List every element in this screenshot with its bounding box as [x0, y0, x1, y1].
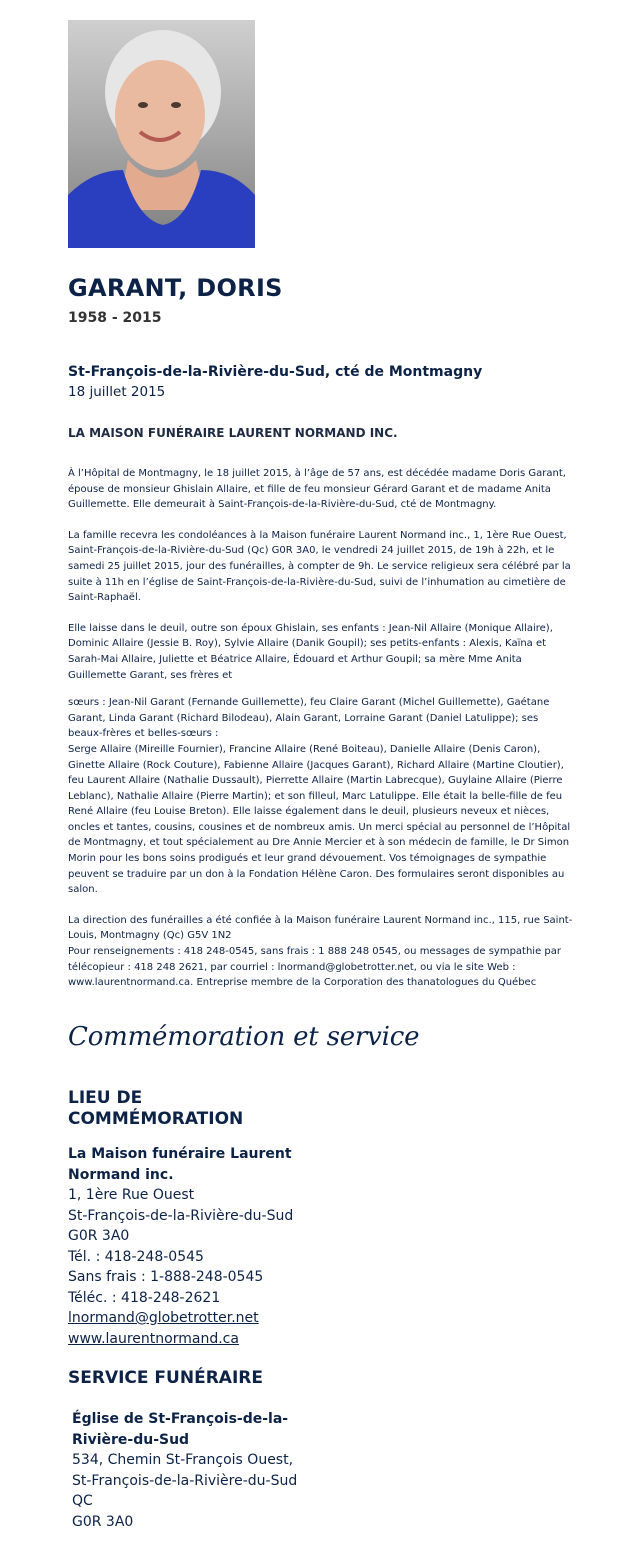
obituary-line: La direction des funérailles a été confiée à la Maison funéraire Laurent Normand inc., 115, rue Saint-Louis, Montmagny (Qc) G5V 1N2 — [68, 914, 573, 942]
location-phone: Tél. : 418-248-0545 — [68, 1248, 204, 1265]
portrait-photo — [68, 20, 255, 248]
obituary-page — [68, 20, 574, 1006]
location-website-link[interactable]: www.laurentnormand.ca — [68, 1330, 239, 1347]
location-city: St-François-de-la-Rivière-du-Sud — [68, 1207, 294, 1224]
funeral-service — [68, 1368, 358, 1532]
service-heading: SERVICE FUNÉRAIRE — [68, 1368, 263, 1388]
location-details — [68, 1144, 358, 1349]
residence-place: St-François-de-la-Rivière-du-Sud, cté de Montmagny — [68, 364, 483, 380]
commemoration-location — [68, 1088, 358, 1349]
service-city: St-François-de-la-Rivière-du-Sud — [72, 1472, 298, 1489]
obituary-paragraph — [68, 913, 574, 991]
obituary-line: sœurs : Jean-Nil Garant (Fernande Guillemette), feu Claire Garant (Michel Guillemette), Gaétane Garant, Linda Garant (Richard Bilodeau), Alain Garant, Lorraine Garant (Daniel Latulippe); ses beaux-frères et belles-sœurs : — [68, 697, 550, 740]
location-heading-line: LIEU DE — [68, 1088, 143, 1108]
service-address: 534, Chemin St-François Ouest, — [72, 1452, 294, 1468]
location-address: 1, 1ère Rue Ouest — [68, 1187, 195, 1203]
obituary-line: Serge Allaire (Mireille Fournier), Francine Allaire (René Boiteau), Danielle Allaire (Denis Caron), Ginette Allaire (Rock Couture), Fabienne Allaire (Jacques Garant), Richard Allaire (Martine Cloutier), — [68, 743, 564, 771]
location-postal-code: G0R 3A0 — [68, 1228, 130, 1244]
location-email-link[interactable]: lnormand@globetrotter.net — [68, 1310, 259, 1326]
location-name: La Maison funéraire Laurent — [68, 1146, 292, 1162]
deceased-name: GARANT, DORIS — [68, 274, 283, 302]
funeral-home-name: LA MAISON FUNÉRAIRE LAURENT NORMAND INC. — [68, 426, 398, 440]
obituary-paragraph — [68, 695, 574, 898]
obituary-paragraph: La famille recevra les condoléances à la Maison funéraire Laurent Normand inc., 1, 1ère Rue Ouest, Saint-François-de-la-Rivière-du-Sud (Qc) G0R 3A0, le vendredi 24 juillet 2015, de 19h à 22h, et le samedi 25 juillet 2015, jour des funérailles, à compter de 9h. Le service religieux sera célébré par la suite à 11h en l’église de Saint-François-de-la-Rivière-du-Sud, suivi de l’inhumation au cimetière de Saint-Raphaël. — [68, 529, 571, 604]
service-name: Église de St-François-de-la- — [72, 1411, 289, 1427]
death-date: 18 juillet 2015 — [68, 384, 166, 400]
obituary-line: feu Laurent Allaire (Nathalie Dussault), Pierrette Allaire (Martin Labrecque), Guylaine Allaire (Pierre Leblanc), Nathalie Allaire (Pierre Martin); et son filleul, Marc Latulippe. Elle était la belle-fille de feu René Allaire (feu Louise Breton). Elle laisse également dans le deuil, plusieurs neveux et nièces, oncles et tantes, cousins, cousines et de nombreux amis. Un merci spécial au personnel de l’Hôpital de Montmagny, et tout spécialement au Dre Annie Mercier et à son médecin de famille, le Dr Simon Morin pour les bons soins prodigués et leur grand dévouement. Vos témoignages de sympathie peuvent se traduire par un don à la Fondation Hélène Caron. Des formulaires seront disponibles au salon. — [68, 775, 571, 896]
obituary-text — [68, 466, 574, 991]
location-tollfree: Sans frais : 1-888-248-0545 — [68, 1269, 264, 1285]
service-province: QC — [72, 1493, 93, 1509]
service-postal-code: G0R 3A0 — [72, 1513, 134, 1530]
location-fax: Téléc. : 418-248-2621 — [68, 1289, 221, 1306]
obituary-paragraph: À l’Hôpital de Montmagny, le 18 juillet 2015, à l’âge de 57 ans, est décédée madame Doris Garant, épouse de monsieur Ghislain Allaire, et fille de feu monsieur Gérard Garant et de madame Anita Guillemette. Elle demeurait à Saint-François-de-la-Rivière-du-Sud, cté de Montmagny. — [68, 468, 566, 511]
life-years: 1958 - 2015 — [68, 310, 162, 326]
service-name: Rivière-du-Sud — [72, 1431, 190, 1448]
location-heading — [68, 1088, 358, 1130]
location-name: Normand inc. — [68, 1166, 174, 1183]
service-details — [68, 1409, 358, 1532]
obituary-line: Pour renseignements : 418 248-0545, sans frais : 1 888 248 0545, ou messages de sympathie par télécopieur : 418 248 2621, par courriel : lnormand@globetrotter.net, ou via le site Web : www.laurentnormand.ca. Entreprise membre de la Corporation des thanatologues du Québec — [68, 946, 561, 989]
commemoration-section-title: Commémoration et service — [68, 1022, 420, 1052]
location-heading-line: COMMÉMORATION — [68, 1109, 244, 1129]
obituary-paragraph: Elle laisse dans le deuil, outre son époux Ghislain, ses enfants : Jean-Nil Allaire (Monique Allaire), Dominic Allaire (Jessie B. Roy), Sylvie Allaire (Danik Goupil); ses petits-enfants : Alexis, Kaïna et Sarah-Mai Allaire, Juliette et Béatrice Allaire, Édouard et Arthur Goupil; sa mère Mme Anita Guillemette Garant, ses frères et — [68, 622, 553, 681]
